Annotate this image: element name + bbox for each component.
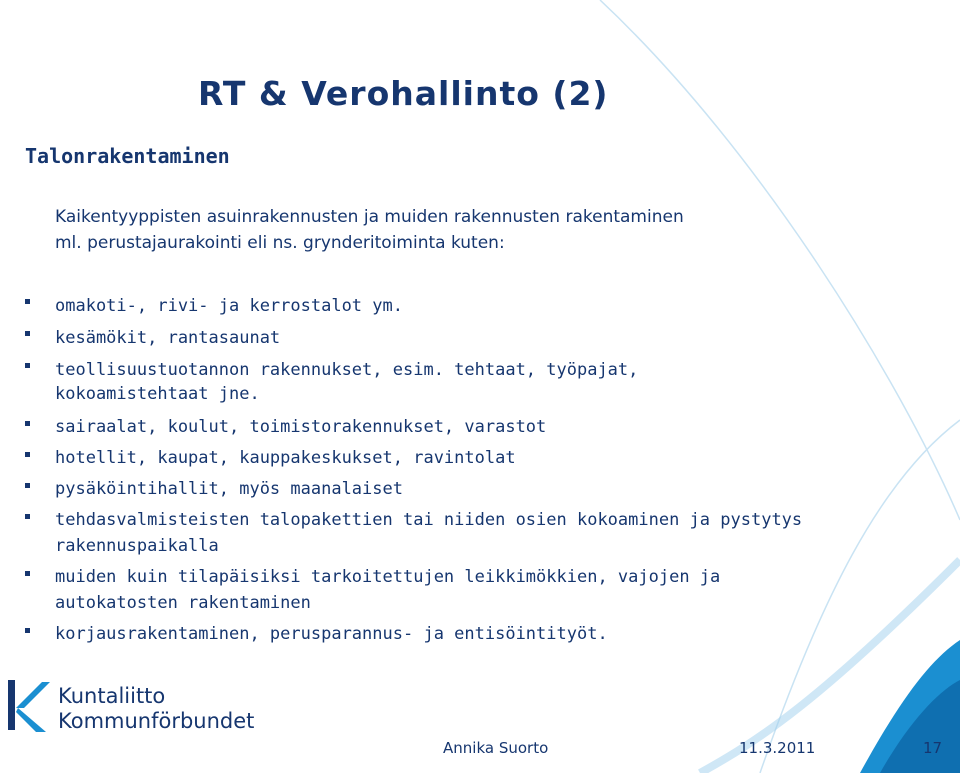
bullet-icon bbox=[25, 421, 30, 426]
kuntaliitto-k-logo-icon bbox=[6, 678, 52, 734]
list-item: muiden kuin tilapäisiksi tarkoitettujen leikkimökkien, vajojen ja bbox=[55, 567, 721, 587]
intro-line: ml. perustajaurakointi eli ns. grynderitoiminta kuten: bbox=[55, 233, 505, 253]
logo-line2: Kommunförbundet bbox=[58, 709, 255, 733]
list-item: hotellit, kaupat, kauppakeskukset, ravintolat bbox=[55, 448, 516, 468]
bullet-icon bbox=[25, 628, 30, 633]
list-item-continued: autokatosten rakentaminen bbox=[55, 593, 311, 613]
section-heading: Talonrakentaminen bbox=[25, 144, 230, 168]
list-item: omakoti-, rivi- ja kerrostalot ym. bbox=[55, 296, 403, 316]
list-item: korjausrakentaminen, perusparannus- ja entisöintityöt. bbox=[55, 624, 608, 644]
footer-date: 11.3.2011 bbox=[739, 739, 816, 757]
bullet-icon bbox=[25, 483, 30, 488]
bullet-icon bbox=[25, 363, 30, 368]
bullet-icon bbox=[25, 514, 30, 519]
slide-title: RT & Verohallinto (2) bbox=[198, 74, 609, 113]
bullet-icon bbox=[25, 452, 30, 457]
list-item: sairaalat, koulut, toimistorakennukset, varastot bbox=[55, 417, 547, 437]
bullet-icon bbox=[25, 331, 30, 336]
intro-paragraph bbox=[55, 204, 875, 256]
bullet-icon bbox=[25, 571, 30, 576]
bullet-icon bbox=[25, 299, 30, 304]
list-item: pysäköintihallit, myös maanalaiset bbox=[55, 479, 403, 499]
list-item-continued: rakennuspaikalla bbox=[55, 536, 219, 556]
list-item: kesämökit, rantasaunat bbox=[55, 328, 281, 348]
intro-line: Kaikentyyppisten asuinrakennusten ja muiden rakennusten rakentaminen bbox=[55, 207, 684, 227]
footer-author: Annika Suorto bbox=[443, 739, 549, 757]
logo-line1: Kuntaliitto bbox=[58, 684, 166, 708]
page-number: 17 bbox=[923, 739, 943, 757]
list-item-continued: kokoamistehtaat jne. bbox=[55, 384, 260, 404]
list-item: tehdasvalmisteisten talopakettien tai niiden osien kokoaminen ja pystytys bbox=[55, 510, 803, 530]
list-item: teollisuustuotannon rakennukset, esim. tehtaat, työpajat, bbox=[55, 360, 639, 380]
kuntaliitto-logo bbox=[6, 678, 256, 738]
